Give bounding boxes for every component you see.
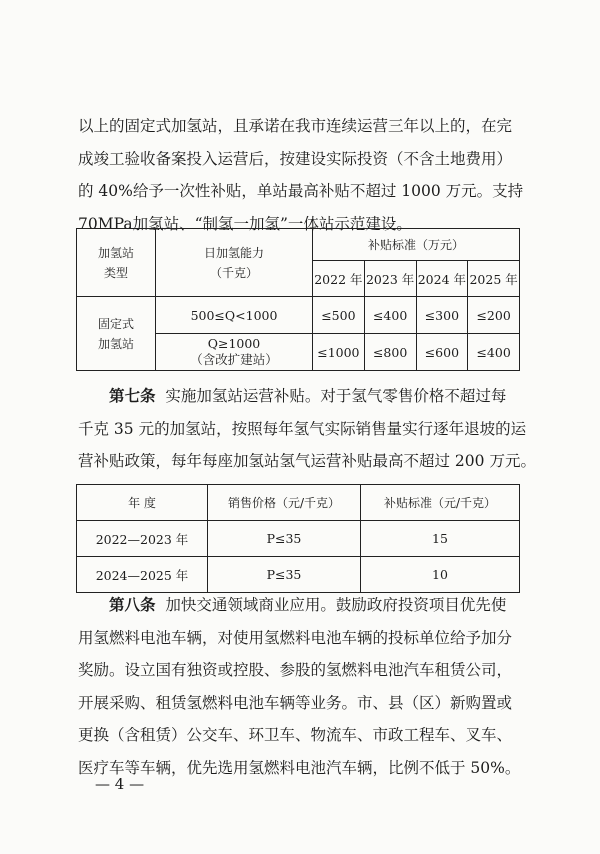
table-cell: ≤600 bbox=[416, 334, 468, 371]
text-line: 营补贴政策，每年每座加氢站氢气运营补贴最高不超过 200 万元。 bbox=[78, 452, 536, 470]
table-header-year: 2025 年 bbox=[468, 261, 520, 297]
article-heading: 第七条 bbox=[109, 387, 156, 405]
table-header-year: 2024 年 bbox=[416, 261, 468, 297]
hydrogen-station-construction-subsidy-table bbox=[76, 228, 520, 371]
table-cell: ≤800 bbox=[364, 334, 416, 371]
text-line: 实施加氢站运营补贴。对于氢气零售价格不超过每 bbox=[165, 387, 507, 405]
table-cell: ≤1000 bbox=[313, 334, 365, 371]
table-header-year: 2022 年 bbox=[313, 261, 365, 297]
text-line: 的 40%给予一次性补贴，单站最高补贴不超过 1000 万元。支持 bbox=[78, 182, 524, 200]
table-header-station-type: 加氢站 类型 bbox=[77, 229, 156, 297]
table-header-capacity: 日加氢能力 （千克） bbox=[156, 229, 313, 297]
text-line: 以上的固定式加氢站，且承诺在我市连续运营三年以上的，在完 bbox=[78, 117, 513, 135]
text-line: 用氢燃料电池车辆，对使用氢燃料电池车辆的投标单位给予加分 bbox=[78, 628, 513, 647]
text-line: 开展采购、租赁氢燃料电池车辆等业务。市、县（区）新购置或 bbox=[78, 693, 513, 712]
table-cell: ≤400 bbox=[364, 297, 416, 334]
table-cell: 10 bbox=[361, 557, 520, 593]
text-line: 70MPa加氢站、“制氢一加氢”一体站示范建设。 bbox=[78, 214, 412, 233]
table-cell-capacity: Q≥1000 （含改扩建站） bbox=[156, 334, 313, 371]
table-header-year: 2023 年 bbox=[364, 261, 416, 297]
table-cell-capacity: 500≤Q<1000 bbox=[156, 297, 313, 334]
table-cell: P≤35 bbox=[208, 521, 361, 557]
text-line: 医疗车等车辆，优先选用氢燃料电池汽车辆，比例不低于 50%。 bbox=[78, 758, 521, 777]
table-cell: 2024—2025 年 bbox=[77, 557, 208, 593]
table-header-subsidy: 补贴标准（元/千克） bbox=[361, 485, 520, 521]
table-cell: ≤400 bbox=[468, 334, 520, 371]
text-line: 更换（含租赁）公交车、环卫车、物流车、市政工程车、叉车、 bbox=[78, 726, 513, 744]
article-7 bbox=[78, 380, 536, 478]
table-header-year: 年 度 bbox=[77, 485, 208, 521]
article-8 bbox=[78, 589, 524, 784]
operation-subsidy-table bbox=[76, 484, 520, 593]
table-cell: P≤35 bbox=[208, 557, 361, 593]
text-line: 千克 35 元的加氢站，按照每年氢气实际销售量实行逐年退坡的运 bbox=[78, 419, 527, 438]
article-heading: 第八条 bbox=[109, 596, 156, 614]
table-cell: ≤200 bbox=[468, 297, 520, 334]
table-cell: 2022—2023 年 bbox=[77, 521, 208, 557]
table-header-price: 销售价格（元/千克） bbox=[208, 485, 361, 521]
text-line: 成竣工验收备案投入运营后，按建设实际投资（不含土地费用） bbox=[78, 149, 513, 168]
table-cell: ≤300 bbox=[416, 297, 468, 334]
paragraph-continuation bbox=[78, 110, 524, 240]
table-header-subsidy: 补贴标准（万元） bbox=[313, 229, 520, 261]
text-line: 奖励。设立国有独资或控股、参股的氢燃料电池汽车租赁公司， bbox=[78, 661, 513, 679]
table-row-station-type: 固定式 加氢站 bbox=[77, 297, 156, 371]
table-cell: 15 bbox=[361, 521, 520, 557]
page-number: — 4 — bbox=[95, 775, 145, 793]
text-line: 加快交通领域商业应用。鼓励政府投资项目优先使 bbox=[165, 596, 507, 614]
table-cell: ≤500 bbox=[313, 297, 365, 334]
